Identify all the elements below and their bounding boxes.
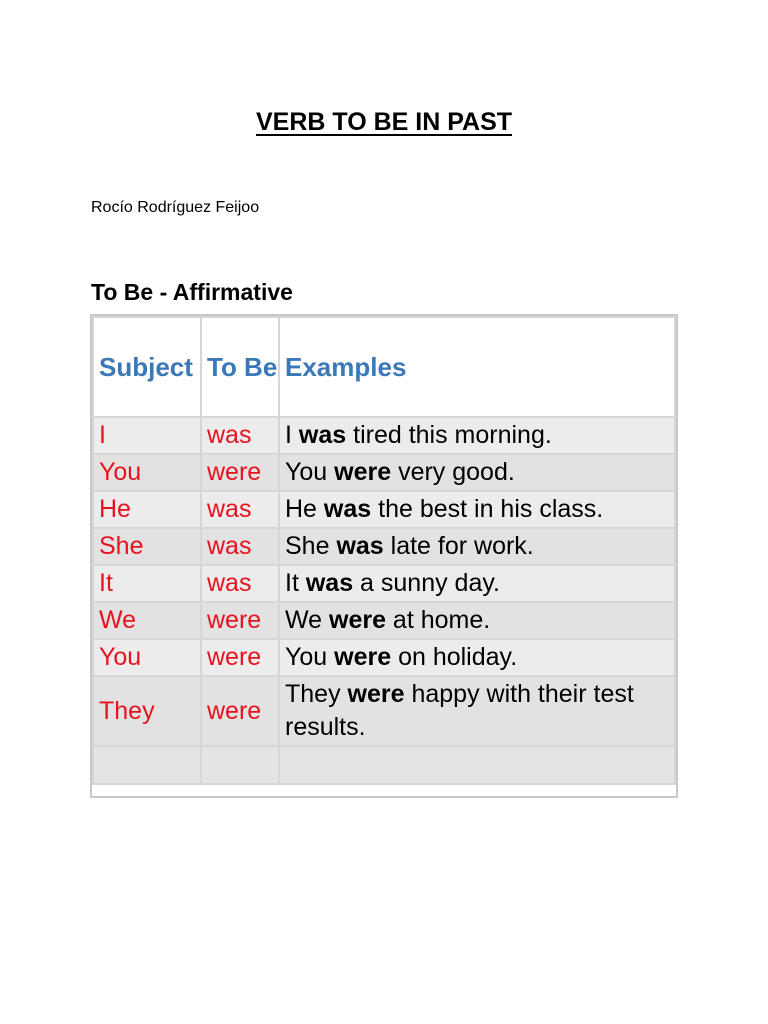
cell-to-be: was: [201, 491, 279, 528]
example-text: the best in his class.: [371, 495, 604, 523]
cell-to-be: was: [201, 417, 279, 454]
cell-empty: [201, 746, 279, 784]
cell-example: [279, 491, 675, 528]
table-row: [93, 565, 675, 602]
document-title: VERB TO BE IN PAST: [255, 108, 513, 136]
example-verb: was: [298, 421, 347, 449]
example-text: very good.: [391, 458, 515, 486]
cell-subject: He: [93, 491, 201, 528]
cell-subject: I: [93, 417, 201, 454]
example-verb: were: [347, 680, 405, 708]
cell-subject: You: [93, 639, 201, 676]
table-row: [93, 676, 675, 746]
cell-example: [279, 454, 675, 491]
cell-subject: They: [93, 676, 201, 746]
document-author: Rocío Rodríguez Feijoo: [91, 199, 260, 216]
example-text: I: [285, 421, 299, 449]
example-text: You: [285, 643, 335, 671]
example-text: She: [285, 532, 337, 560]
example-text: late for work.: [383, 532, 534, 560]
example-text: He: [285, 495, 324, 523]
example-text: happy with their test results.: [285, 680, 634, 741]
cell-to-be: was: [201, 528, 279, 565]
table-header-row: [93, 317, 675, 417]
table-row: [93, 491, 675, 528]
header-to-be: To Be: [201, 317, 279, 417]
example-verb: were: [334, 643, 392, 671]
example-verb: were: [329, 606, 386, 634]
verb-table-frame: [90, 314, 678, 798]
cell-empty: [279, 746, 675, 784]
example-text: a sunny day.: [353, 569, 500, 597]
cell-to-be: was: [201, 565, 279, 602]
cell-example: [279, 639, 675, 676]
cell-to-be: were: [201, 639, 279, 676]
cell-to-be: were: [201, 602, 279, 639]
cell-example: [279, 565, 675, 602]
section-heading: To Be - Affirmative: [91, 279, 293, 305]
example-text: We: [285, 606, 329, 634]
example-verb: was: [336, 532, 384, 560]
example-verb: were: [334, 458, 392, 486]
example-verb: was: [305, 569, 354, 597]
example-text: on holiday.: [391, 643, 518, 671]
cell-subject: We: [93, 602, 201, 639]
table-row: [93, 417, 675, 454]
table-row: [93, 602, 675, 639]
example-text: tired this morning.: [346, 421, 552, 449]
cell-subject: She: [93, 528, 201, 565]
header-subject: Subject: [93, 317, 201, 417]
example-text: at home.: [385, 606, 491, 634]
verb-table: [92, 316, 676, 785]
example-text: You: [285, 458, 335, 486]
cell-to-be: were: [201, 676, 279, 746]
table-row: [93, 639, 675, 676]
table-row: [93, 528, 675, 565]
cell-example: [279, 602, 675, 639]
cell-example: [279, 417, 675, 454]
table-row-empty: [93, 746, 675, 784]
cell-subject: You: [93, 454, 201, 491]
cell-subject: It: [93, 565, 201, 602]
example-text: They: [285, 680, 348, 708]
cell-example: [279, 528, 675, 565]
example-verb: was: [323, 495, 372, 523]
table-row: [93, 454, 675, 491]
cell-to-be: were: [201, 454, 279, 491]
header-examples: Examples: [279, 317, 675, 417]
cell-example: [279, 676, 675, 746]
example-text: It: [285, 569, 306, 597]
cell-empty: [93, 746, 201, 784]
